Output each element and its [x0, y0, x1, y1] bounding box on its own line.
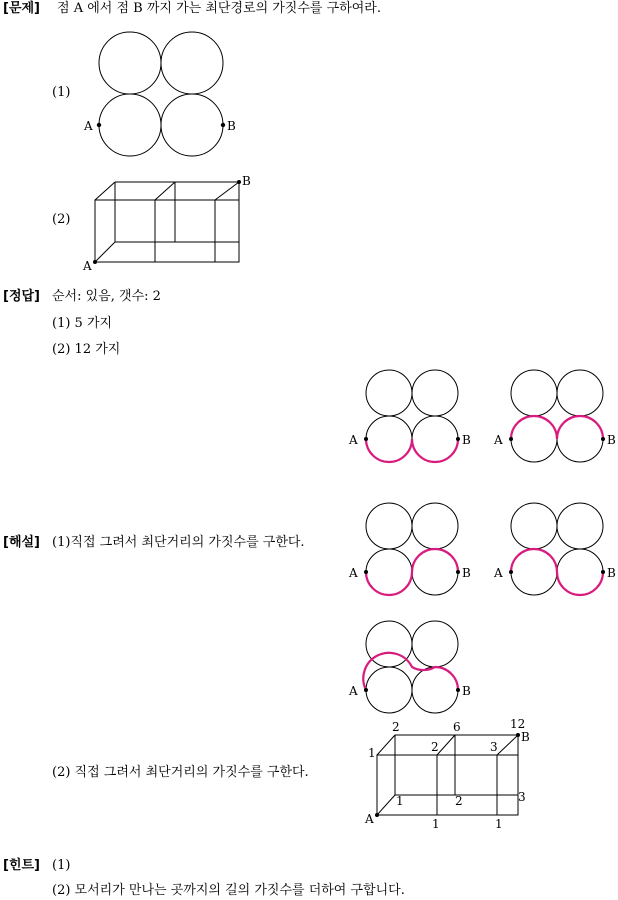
- count-label: 3: [518, 790, 526, 804]
- svg-text:A: A: [494, 566, 503, 580]
- svg-text:A: A: [349, 566, 358, 580]
- problem-item-2: (2): [52, 212, 71, 227]
- problem-box-figure: [95, 182, 239, 262]
- count-label: 2: [392, 720, 400, 734]
- svg-text:B: B: [607, 433, 616, 447]
- box-b-dot: [237, 180, 241, 184]
- svg-text:B: B: [462, 433, 471, 447]
- count-label: 1: [495, 817, 503, 831]
- svg-text:B: B: [607, 566, 616, 580]
- svg-text:B: B: [462, 566, 471, 580]
- problem-text: 점 A 에서 점 B 까지 가는 최단경로의 가짓수를 구하여라.: [57, 1, 381, 16]
- explanation-line-1: (1)직접 그려서 최단거리의 가짓수를 구한다.: [52, 535, 305, 550]
- problem-item-1: (1): [52, 85, 71, 100]
- count-label: 2: [455, 794, 463, 808]
- svg-text:B: B: [462, 684, 471, 698]
- point-a-label: A: [84, 119, 93, 133]
- svg-text:A: A: [349, 684, 358, 698]
- count-box-b-dot: [516, 733, 520, 737]
- count-box-a-label: A: [365, 812, 374, 826]
- explanation-tag: [해설]: [3, 535, 40, 550]
- box-a-dot: [93, 260, 97, 264]
- point-b-label: B: [227, 119, 236, 133]
- count-label: 1: [396, 794, 404, 808]
- explanation-line-2: (2) 직접 그려서 최단거리의 가짓수를 구한다.: [52, 765, 309, 780]
- path-diagram-4: [493, 503, 616, 595]
- count-label: 1: [368, 746, 376, 760]
- answer-line: 순서: 있음, 갯수: 2: [52, 289, 161, 304]
- count-label: 6: [453, 720, 461, 734]
- count-label: 2: [431, 740, 439, 754]
- answer-item-1: (1) 5 가지: [52, 316, 113, 331]
- count-box-b-label: B: [521, 730, 530, 744]
- hint-item-2: (2) 모서리가 만나는 곳까지의 길의 가짓수를 더하여 구합니다.: [52, 883, 405, 898]
- svg-text:A: A: [349, 433, 358, 447]
- count-box-a-dot: [375, 813, 379, 817]
- hint-item-1: (1): [52, 858, 71, 873]
- hint-tag: [힌트]: [3, 858, 40, 873]
- path-diagram-5: [348, 621, 471, 713]
- count-label: 1: [432, 817, 440, 831]
- count-label: 12: [510, 717, 526, 731]
- point-b-dot: [221, 123, 225, 127]
- problem-circle-figure: [99, 32, 223, 156]
- path-diagram-2: [493, 370, 616, 462]
- point-a-dot: [97, 123, 101, 127]
- path-diagram-3: [348, 503, 471, 595]
- answer-item-2: (2) 12 가지: [52, 342, 121, 357]
- path-diagram-1: [348, 370, 471, 462]
- count-labels: [368, 717, 526, 831]
- count-label: 3: [490, 740, 498, 754]
- svg-text:A: A: [494, 433, 503, 447]
- problem-tag: [문제]: [3, 1, 40, 16]
- box-a-label: A: [83, 259, 92, 273]
- answer-tag: [정답]: [3, 289, 40, 304]
- box-b-label: B: [242, 174, 251, 188]
